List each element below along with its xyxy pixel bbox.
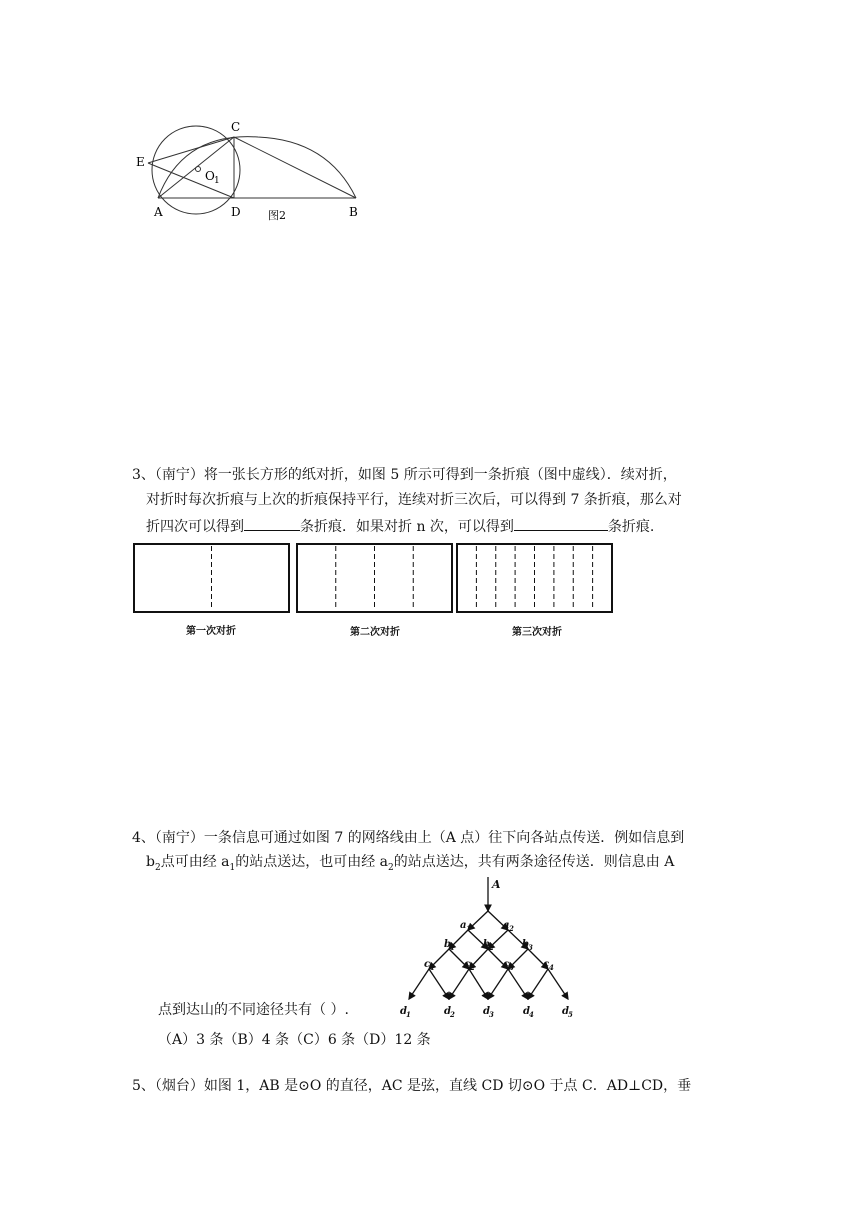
q4-options: （A）3 条（B）4 条（C）6 条（D）12 条 — [158, 1032, 431, 1048]
label-D: D — [231, 205, 241, 219]
segment-ED — [148, 163, 234, 198]
node-label-c1: c — [424, 959, 431, 970]
node-label-d1: d — [400, 1006, 407, 1017]
node-label-a1: a — [460, 920, 467, 931]
label-O-sub: 1 — [214, 176, 220, 186]
edge — [488, 969, 508, 999]
label-C: C — [231, 120, 241, 134]
center-point-O1 — [196, 167, 201, 172]
svg-text:4: 4 — [529, 1010, 534, 1019]
fold-caption-2: 第二次对折 — [350, 627, 400, 638]
node-label-c3: c — [503, 959, 510, 970]
fold-diagrams — [130, 540, 620, 620]
edge — [528, 969, 548, 999]
svg-text:3: 3 — [528, 943, 533, 952]
node-label-c4: c — [543, 959, 550, 970]
node-label-b2: b — [483, 939, 490, 950]
network-diagram — [395, 875, 580, 1020]
edge — [508, 969, 528, 999]
edge — [409, 969, 429, 999]
svg-text:2: 2 — [450, 1010, 455, 1019]
svg-text:2: 2 — [509, 924, 514, 933]
q3-line2: 对折时每次折痕与上次的折痕保持平行，连续对折三次后，可以得到 7 条折痕，那么对 — [146, 492, 682, 508]
edge — [449, 969, 469, 999]
edge — [548, 969, 568, 999]
edge — [469, 969, 488, 999]
large-semicircle-arc — [158, 137, 356, 198]
q4-line1: 4、（南宁）一条信息可通过如图 7 的网络线由上（A 点）往下向各站点传送．例如信息到 — [132, 830, 685, 846]
node-label-a2: a — [503, 920, 510, 931]
label-B: B — [349, 205, 358, 219]
answer-blank-four-folds[interactable] — [244, 516, 300, 531]
node-label-A: A — [492, 878, 501, 891]
svg-text:2: 2 — [489, 943, 494, 952]
svg-text:1: 1 — [430, 963, 435, 972]
answer-blank-n-folds[interactable] — [514, 516, 608, 531]
fold-caption-3: 第三次对折 — [512, 627, 562, 638]
node-label-b1: b — [444, 939, 451, 950]
edge — [429, 969, 449, 999]
svg-text:3: 3 — [509, 963, 514, 972]
figure-caption: 图2 — [268, 209, 286, 222]
node-label-b3: b — [522, 939, 529, 950]
segment-EC — [148, 137, 234, 163]
q3-line1: 3、（南宁）将一张长方形的纸对折，如图 5 所示可得到一条折痕（图中虚线）．续对折， — [132, 467, 677, 483]
segment-CB — [234, 137, 356, 198]
svg-text:1: 1 — [466, 924, 471, 933]
fold-caption-1: 第一次对折 — [186, 626, 236, 637]
node-label-d3: d — [483, 1006, 490, 1017]
label-E: E — [136, 155, 145, 169]
svg-text:1: 1 — [406, 1010, 411, 1019]
node-label-d2: d — [444, 1006, 451, 1017]
svg-text:5: 5 — [568, 1010, 573, 1019]
svg-text:4: 4 — [549, 963, 554, 972]
q4-number: 4、 — [132, 830, 155, 846]
q3-number: 3、 — [132, 467, 155, 483]
q3-line3: 折四次可以得到 条折痕．如果对折 n 次，可以得到 条折痕. — [146, 516, 654, 537]
label-A: A — [154, 205, 163, 219]
q5-number: 5、 — [132, 1078, 155, 1094]
svg-text:2: 2 — [470, 963, 475, 972]
node-label-d4: d — [523, 1006, 530, 1017]
node-label-d5: d — [562, 1006, 569, 1017]
q5-line1: 5、（烟台）如图 1，AB 是⊙O 的直径，AC 是弦，直线 CD 切⊙O 于点 C．AD⊥CD，垂 — [132, 1078, 692, 1094]
figure-2-geometry — [128, 115, 368, 225]
svg-text:1: 1 — [450, 943, 455, 952]
svg-text:3: 3 — [489, 1010, 494, 1019]
edge — [468, 911, 488, 930]
node-label-c2: c — [464, 959, 471, 970]
label-O: O — [205, 169, 215, 183]
q4-line3: 点到达山的不同途径共有（ ）. — [158, 1002, 349, 1018]
q4-line2: $b_2$点可由经 $a_1$的站点送达，也可由经 $a_2$的站点送达，共有两条途径传送．则信息由 A — [146, 854, 675, 873]
